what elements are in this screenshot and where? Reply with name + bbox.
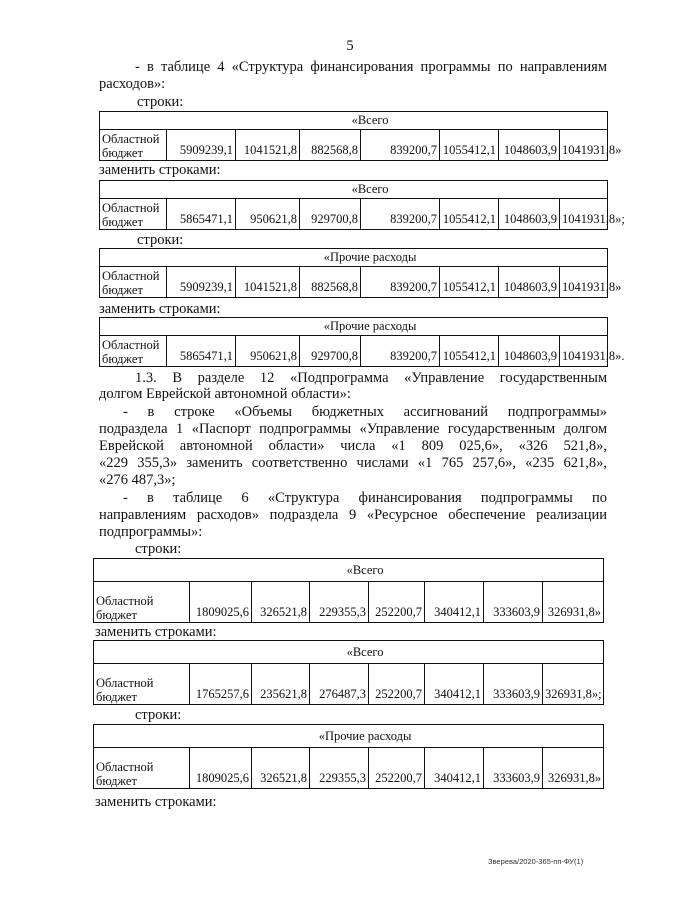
table-header: «Всего: [100, 181, 608, 199]
label-line-2: бюджет: [102, 215, 143, 229]
row-label: [94, 664, 190, 705]
budget-table: [99, 317, 625, 367]
value-cell: 1041931,8»;: [560, 199, 608, 230]
value-cell: 1041521,8: [236, 267, 300, 298]
value-cell: 333603,9: [484, 748, 543, 789]
value-cell: 340412,1: [425, 664, 484, 705]
row-label: [94, 582, 190, 623]
value-cell: 950621,8: [236, 199, 300, 230]
section-line: 1.3. В разделе 12 «Подпрограмма «Управление государственным: [135, 370, 607, 386]
value-cell: 340412,1: [425, 582, 484, 623]
section-line: «276 487,3»;: [99, 472, 176, 488]
value-cell: 1765257,6: [190, 664, 252, 705]
value-cell: 839200,7: [361, 130, 440, 161]
section-line: - в таблице 6 «Структура финансирования подпрограммы по: [123, 490, 607, 506]
budget-table: [99, 111, 622, 161]
label-line-2: бюджет: [96, 608, 137, 622]
budget-table: [99, 248, 622, 298]
intro-line-1: - в таблице 4 «Структура финансирования программы по направлениям: [135, 59, 607, 75]
value-cell: 1048603,9: [499, 130, 560, 161]
value-cell: 326931,8»;: [543, 664, 604, 705]
replace-label: заменить строками:: [99, 301, 221, 317]
section-line: подпрограммы»:: [99, 524, 203, 540]
value-cell: 326931,8»: [543, 748, 604, 789]
label-line-2: бюджет: [102, 283, 143, 297]
replace-label: заменить строками:: [99, 162, 221, 178]
row-label: [100, 130, 167, 161]
intro-line-2: расходов»:: [99, 76, 166, 92]
value-cell: 1055412,1: [440, 199, 499, 230]
table-header: «Прочие расходы: [100, 249, 608, 267]
value-cell: 882568,8: [300, 267, 361, 298]
value-cell: 229355,3: [310, 748, 369, 789]
value-cell: 839200,7: [361, 199, 440, 230]
value-cell: 1041931,8»: [560, 130, 608, 161]
budget-table: [99, 180, 625, 230]
value-cell: 1041931,8».: [560, 336, 608, 367]
value-cell: 229355,3: [310, 582, 369, 623]
value-cell: 5865471,1: [167, 199, 236, 230]
budget-table: [93, 640, 604, 705]
value-cell: 1041521,8: [236, 130, 300, 161]
value-cell: 1809025,6: [190, 748, 252, 789]
table-header: «Всего: [94, 641, 604, 664]
label-line-1: Областной: [102, 201, 160, 215]
value-cell: 252200,7: [369, 582, 425, 623]
label-line-2: бюджет: [102, 146, 143, 160]
value-cell: 326931,8»: [543, 582, 604, 623]
value-cell: 5909239,1: [167, 130, 236, 161]
value-cell: 1048603,9: [499, 267, 560, 298]
value-cell: 340412,1: [425, 748, 484, 789]
value-cell: 326521,8: [252, 582, 310, 623]
value-cell: 839200,7: [361, 267, 440, 298]
value-cell: 235621,8: [252, 664, 310, 705]
label-line-1: Областной: [96, 594, 154, 608]
value-cell: 1055412,1: [440, 267, 499, 298]
label-line-1: Областной: [102, 338, 160, 352]
page-number: 5: [346, 38, 354, 54]
row-label: [100, 267, 167, 298]
value-cell: 929700,8: [300, 199, 361, 230]
section-line: «229 355,3» заменить соответственно числами «1 765 257,6», «235 621,8»,: [99, 455, 607, 471]
rows-label: строки:: [135, 541, 182, 557]
value-cell: 5865471,1: [167, 336, 236, 367]
replace-label: заменить строками:: [95, 624, 217, 640]
label-line-2: бюджет: [102, 352, 143, 366]
rows-label: строки:: [137, 94, 184, 110]
label-line-1: Областной: [102, 132, 160, 146]
label-line-1: Областной: [102, 269, 160, 283]
value-cell: 1048603,9: [499, 336, 560, 367]
value-cell: 1041931,8»: [560, 267, 608, 298]
section-line: Еврейской автономной области» числа «1 809 025,6», «326 521,8»,: [99, 438, 607, 454]
label-line-2: бюджет: [96, 774, 137, 788]
label-line-2: бюджет: [96, 690, 137, 704]
value-cell: 333603,9: [484, 664, 543, 705]
footer-code: Зверева/2020-365-пп-ФУ(1): [488, 857, 584, 866]
value-cell: 929700,8: [300, 336, 361, 367]
rows-label: строки:: [137, 232, 184, 248]
label-line-1: Областной: [96, 760, 154, 774]
value-cell: 5909239,1: [167, 267, 236, 298]
label-line-1: Областной: [96, 676, 154, 690]
rows-label: строки:: [135, 707, 182, 723]
budget-table: [93, 558, 604, 623]
section-line: - в строке «Объемы бюджетных ассигнований подпрограммы»: [123, 404, 607, 420]
value-cell: 252200,7: [369, 664, 425, 705]
value-cell: 1055412,1: [440, 130, 499, 161]
row-label: [100, 336, 167, 367]
value-cell: 252200,7: [369, 748, 425, 789]
value-cell: 326521,8: [252, 748, 310, 789]
table-header: «Всего: [100, 112, 608, 130]
replace-label: заменить строками:: [95, 794, 217, 810]
value-cell: 276487,3: [310, 664, 369, 705]
row-label: [94, 748, 190, 789]
value-cell: 333603,9: [484, 582, 543, 623]
section-line: подраздела 1 «Паспорт подпрограммы «Управление государственным долгом: [99, 421, 607, 437]
table-header: «Прочие расходы: [94, 725, 604, 748]
value-cell: 839200,7: [361, 336, 440, 367]
section-line: направлениям расходов» подраздела 9 «Ресурсное обеспечение реализации: [99, 507, 607, 523]
value-cell: 1048603,9: [499, 199, 560, 230]
value-cell: 1055412,1: [440, 336, 499, 367]
row-label: [100, 199, 167, 230]
value-cell: 882568,8: [300, 130, 361, 161]
value-cell: 950621,8: [236, 336, 300, 367]
value-cell: 1809025,6: [190, 582, 252, 623]
section-line: долгом Еврейской автономной области»:: [99, 386, 351, 402]
table-header: «Прочие расходы: [100, 318, 608, 336]
table-header: «Всего: [94, 559, 604, 582]
budget-table: [93, 724, 604, 789]
